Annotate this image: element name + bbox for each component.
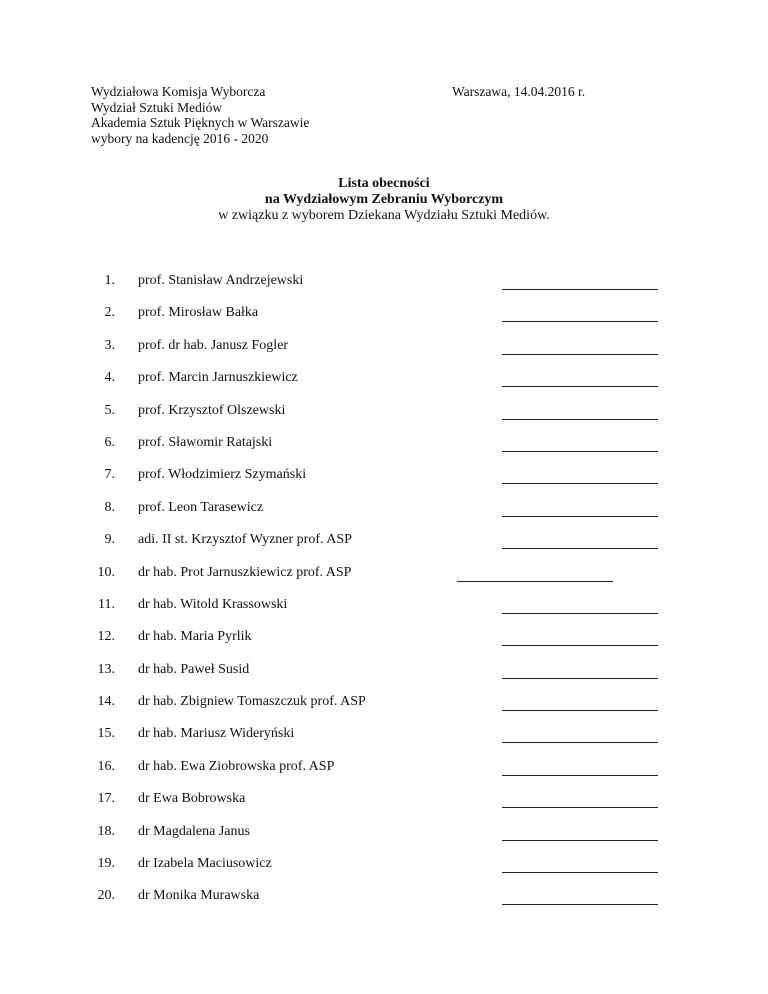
attendee-name: dr Ewa Bobrowska: [138, 791, 246, 807]
attendee-name: dr hab. Prot Jarnuszkiewicz prof. ASP: [138, 564, 352, 580]
attendee-number: 14.: [97, 694, 115, 710]
list-item: [0, 500, 768, 532]
attendee-number: 7.: [104, 467, 115, 483]
attendee-number: 12.: [97, 629, 115, 645]
list-item: [0, 467, 768, 499]
attendee-name: prof. Włodzimierz Szymański: [138, 467, 307, 483]
attendee-number: 8.: [104, 499, 115, 515]
header-line-academy: Akademia Sztuk Pięknych w Warszawie: [91, 115, 310, 130]
signature-line: [502, 353, 658, 355]
attendee-name: prof. Leon Tarasewicz: [138, 499, 264, 515]
attendee-number: 13.: [97, 661, 115, 677]
place-date: Warszawa, 14.04.2016 r.: [452, 84, 586, 99]
header-line-committee: Wydziałowa Komisja Wyborcza: [91, 84, 266, 99]
attendee-number: 3.: [104, 337, 115, 353]
attendee-number: 19.: [97, 856, 115, 872]
attendee-name: dr hab. Paweł Susid: [138, 661, 250, 677]
signature-line: [502, 547, 658, 549]
committee-header: [91, 84, 309, 146]
signature-line: [502, 288, 658, 290]
attendee-name: dr Magdalena Janus: [138, 823, 250, 839]
list-item: [0, 403, 768, 435]
attendee-number: 6.: [104, 434, 115, 450]
attendee-number: 17.: [97, 791, 115, 807]
list-item: [0, 662, 768, 694]
signature-line: [502, 774, 658, 776]
list-item: [0, 824, 768, 856]
attendee-number: 4.: [104, 370, 115, 386]
attendee-name: prof. Marcin Jarnuszkiewicz: [138, 370, 298, 386]
list-item: [0, 629, 768, 661]
list-item: [0, 791, 768, 823]
attendee-number: 20.: [97, 888, 115, 904]
attendee-number: 2.: [104, 305, 115, 321]
attendee-name: prof. dr hab. Janusz Fogler: [138, 337, 289, 353]
signature-line: [502, 482, 658, 484]
attendee-number: 10.: [97, 564, 115, 580]
attendee-name: prof. Krzysztof Olszewski: [138, 402, 286, 418]
signature-line: [502, 385, 658, 387]
attendee-name: dr hab. Ewa Ziobrowska prof. ASP: [138, 758, 335, 774]
signature-line: [502, 677, 658, 679]
attendee-name: adi. II st. Krzysztof Wyzner prof. ASP: [138, 532, 352, 548]
attendee-number: 16.: [97, 758, 115, 774]
attendee-number: 18.: [97, 823, 115, 839]
title-line-1: Lista obecności: [338, 176, 430, 191]
signature-line: [502, 515, 658, 517]
header-line-term: wybory na kadencję 2016 - 2020: [91, 130, 269, 146]
signature-line: [502, 806, 658, 808]
attendee-number: 11.: [98, 596, 115, 612]
signature-line: [457, 580, 613, 582]
attendee-name: dr Monika Murawska: [138, 888, 260, 904]
attendee-number: 1.: [104, 273, 115, 288]
list-item: [0, 888, 768, 920]
signature-line: [502, 644, 658, 646]
list-item: [0, 726, 768, 758]
list-item: [0, 338, 768, 370]
attendee-number: 9.: [104, 532, 115, 548]
title-line-2: na Wydziałowym Zebraniu Wyborczym: [264, 192, 504, 207]
attendee-name: dr hab. Zbigniew Tomaszczuk prof. ASP: [138, 694, 366, 710]
signature-line: [502, 612, 658, 614]
attendee-name: dr hab. Witold Krassowski: [138, 596, 288, 612]
signature-line: [502, 903, 658, 905]
list-item: [0, 565, 768, 597]
list-item: [0, 273, 768, 305]
list-item: [0, 856, 768, 888]
list-item: [0, 435, 768, 467]
title-line-3: w związku z wyborem Dziekana Wydziału Sztuki Mediów.: [218, 208, 550, 223]
attendee-name: prof. Mirosław Bałka: [138, 305, 259, 321]
list-item: [0, 370, 768, 402]
attendee-name: dr hab. Maria Pyrlik: [138, 629, 252, 645]
signature-line: [502, 871, 658, 873]
attendee-name: dr Izabela Maciusowicz: [138, 856, 272, 872]
signature-line: [502, 741, 658, 743]
list-item: [0, 305, 768, 337]
signature-line: [502, 320, 658, 322]
signature-line: [502, 839, 658, 841]
attendee-name: dr hab. Mariusz Wideryński: [138, 726, 295, 742]
document-title: [0, 176, 768, 224]
signature-line: [502, 709, 658, 711]
attendee-name: prof. Stanisław Andrzejewski: [138, 273, 304, 288]
list-item: [0, 532, 768, 564]
attendee-number: 15.: [97, 726, 115, 742]
signature-line: [502, 418, 658, 420]
attendee-name: prof. Sławomir Ratajski: [138, 434, 273, 450]
attendee-number: 5.: [104, 402, 115, 418]
list-item: [0, 597, 768, 629]
signature-line: [502, 450, 658, 452]
list-item: [0, 694, 768, 726]
list-item: [0, 759, 768, 791]
attendee-list: [0, 273, 768, 921]
header-line-faculty: Wydział Sztuki Mediów: [91, 99, 223, 115]
